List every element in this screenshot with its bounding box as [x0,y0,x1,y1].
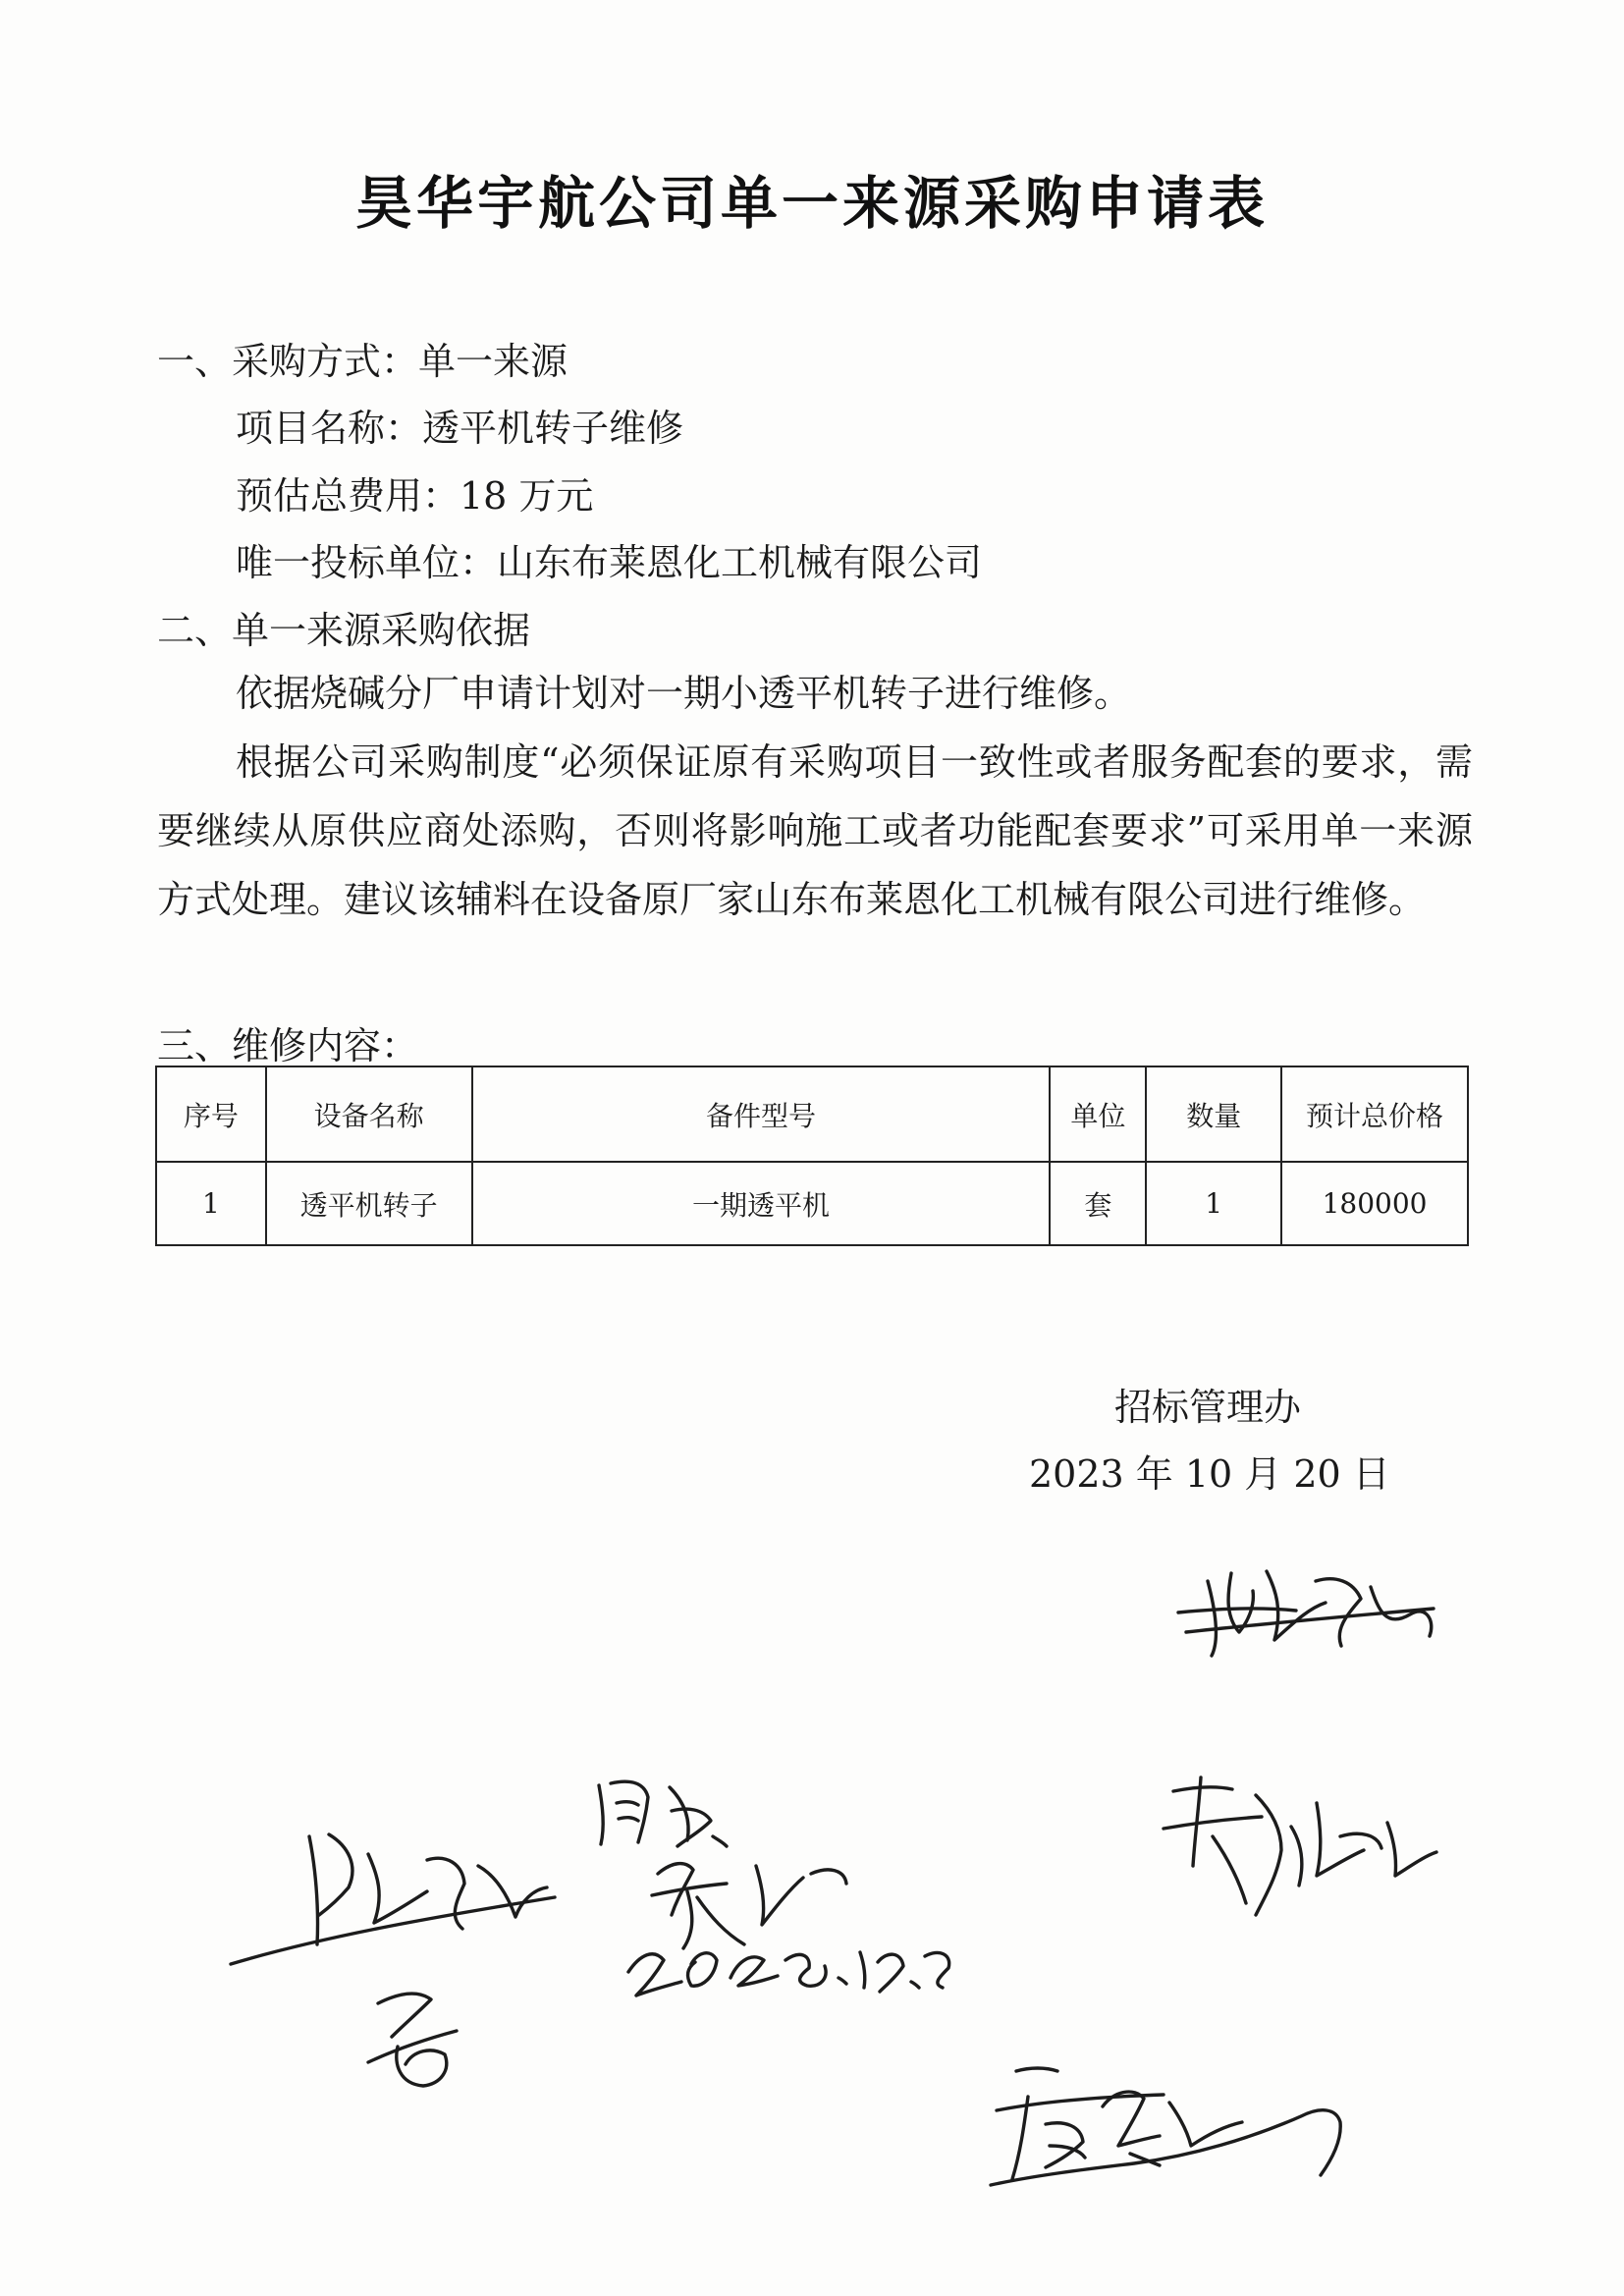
basis-paragraph-1: 依据烧碱分厂申请计划对一期小透平机转子进行维修。 [236,672,1132,715]
document-title: 昊华宇航公司单一来源采购申请表 [354,170,1269,237]
signature-2 [221,1807,574,2102]
cell-equipment-name: 透平机转子 [266,1162,472,1245]
estimated-cost: 预估总费用：18 万元 [236,474,594,518]
signature-1 [1168,1552,1443,1660]
header-unit: 单位 [1050,1066,1146,1162]
section-1-heading: 一、采购方式：单一来源 [157,340,568,383]
header-equipment-name: 设备名称 [266,1066,472,1162]
signature-approval [589,1768,962,1984]
issuing-office: 招标管理办 [1114,1386,1302,1429]
signature-4 [977,2048,1370,2205]
cell-part-model: 一期透平机 [472,1162,1051,1245]
section-3-heading: 三、维修内容： [157,1024,419,1067]
issue-date: 2023 年 10 月 20 日 [1029,1452,1390,1496]
table-header-row [156,1066,1468,1162]
repair-items-table [155,1066,1469,1246]
section-2-heading: 二、单一来源采购依据 [157,609,531,652]
cell-unit: 套 [1050,1162,1146,1245]
cell-quantity: 1 [1146,1162,1281,1245]
sole-bidder: 唯一投标单位：山东布莱恩化工机械有限公司 [236,541,983,584]
basis-paragraph-2: 根据公司采购制度“必须保证原有采购项目一致性或者服务配套的要求，需要继续从原供应商处添购，否则将影响施工或者功能配套要求”可采用单一来源方式处理。建议该辅料在设备原厂家山东布莱恩化工机械有限公司进行维修。 [157,740,1473,921]
table-row [156,1162,1468,1245]
project-name: 项目名称：透平机转子维修 [236,407,684,450]
header-quantity: 数量 [1146,1066,1281,1162]
header-index: 序号 [156,1066,266,1162]
header-part-model: 备件型号 [472,1066,1051,1162]
cell-total-price: 180000 [1281,1162,1468,1245]
cell-index: 1 [156,1162,266,1245]
header-total-price: 预计总价格 [1281,1066,1468,1162]
signature-3 [1154,1768,1448,1944]
